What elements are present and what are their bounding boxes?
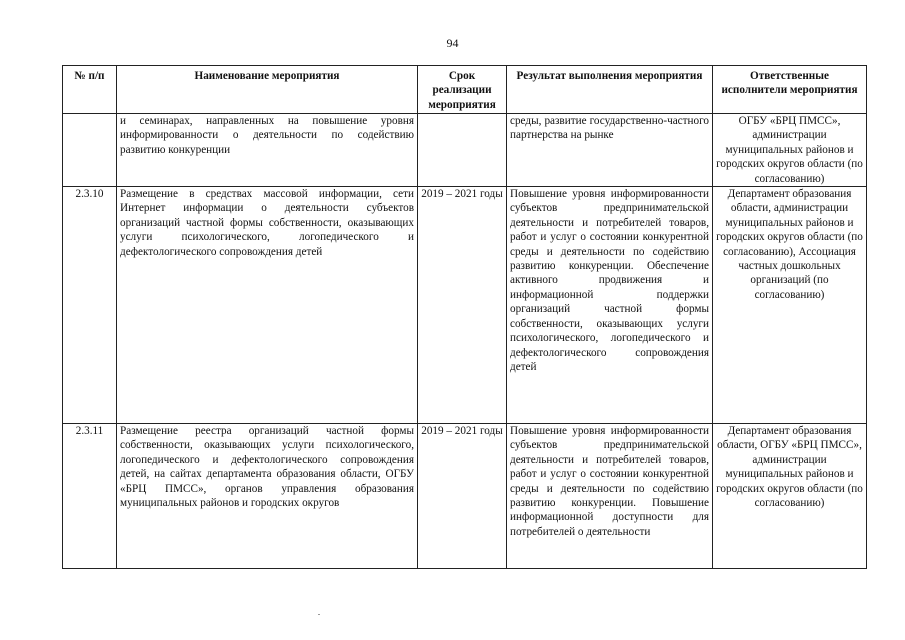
result-cell: Повышение уровня информированности субъектов предпринимательской деятельности и потребителей товаров, работ и услуг о состоянии конкурентной среды и деятельности по содействию развитию конкуренции. Повышение информационной доступности для потребителей о деятельности	[507, 424, 713, 569]
row-num-cell: 2.3.10	[63, 187, 117, 424]
table-row	[63, 424, 867, 569]
term-cell: 2019 – 2021 годы	[418, 424, 507, 569]
header-name: Наименование мероприятия	[117, 66, 418, 114]
page-number: 94	[446, 36, 459, 50]
header-num: № п/п	[63, 66, 117, 114]
responsible-cell: Департамент образования области, администрации муниципальных районов и городских округов области (по согласованию), Ассоциация частных дошкольных организаций (по согласованию)	[713, 187, 867, 424]
result-cell: Повышение уровня информированности субъектов предпринимательской деятельности и потребителей товаров, работ и услуг о состоянии конкурентной среды и деятельности по содействию развитию конкуренции. Обеспечение активного продвижения и информационной поддержки организаций частной формы собственности, оказывающих услуги психологического, логопедического и дефектологического сопровождения детей	[507, 187, 713, 424]
table-header-row	[63, 66, 867, 114]
measure-name-cell: Размещение в средствах массовой информации, сети Интернет информации о деятельности субъектов организаций частной формы собственности, оказывающих услуги психологического, логопедического и дефектологического сопровождения детей	[117, 187, 418, 424]
table-row	[63, 187, 867, 424]
row-num-cell: 2.3.11	[63, 424, 117, 569]
row-num-cell	[63, 114, 117, 187]
responsible-cell: Департамент образования области, ОГБУ «БРЦ ПМСС», администрации муниципальных районов и городских округов области (по согласованию)	[713, 424, 867, 569]
header-term: Срок реализации мероприятия	[418, 66, 507, 114]
header-result: Результат выполнения мероприятия	[507, 66, 713, 114]
table-row	[63, 114, 867, 187]
responsible-cell: ОГБУ «БРЦ ПМСС», администрации муниципальных районов и городских округов области (по согласованию)	[713, 114, 867, 187]
measures-table	[62, 65, 867, 569]
measure-name-cell: Размещение реестра организаций частной формы собственности, оказывающих услуги психологического, логопедического и дефектологического сопровождения детей, на сайтах департамента образования области, ОГБУ «БРЦ ПМСС», органов управления образования муниципальных районов и городских округов	[117, 424, 418, 569]
result-cell: среды, развитие государственно-частного партнерства на рынке	[507, 114, 713, 187]
term-cell: 2019 – 2021 годы	[418, 187, 507, 424]
scan-speck	[318, 614, 320, 615]
term-cell	[418, 114, 507, 187]
header-responsible: Ответственные исполнители мероприятия	[713, 66, 867, 114]
measure-name-cell: и семинарах, направленных на повышение уровня информированности о деятельности по содействию развитию конкуренции	[117, 114, 418, 187]
